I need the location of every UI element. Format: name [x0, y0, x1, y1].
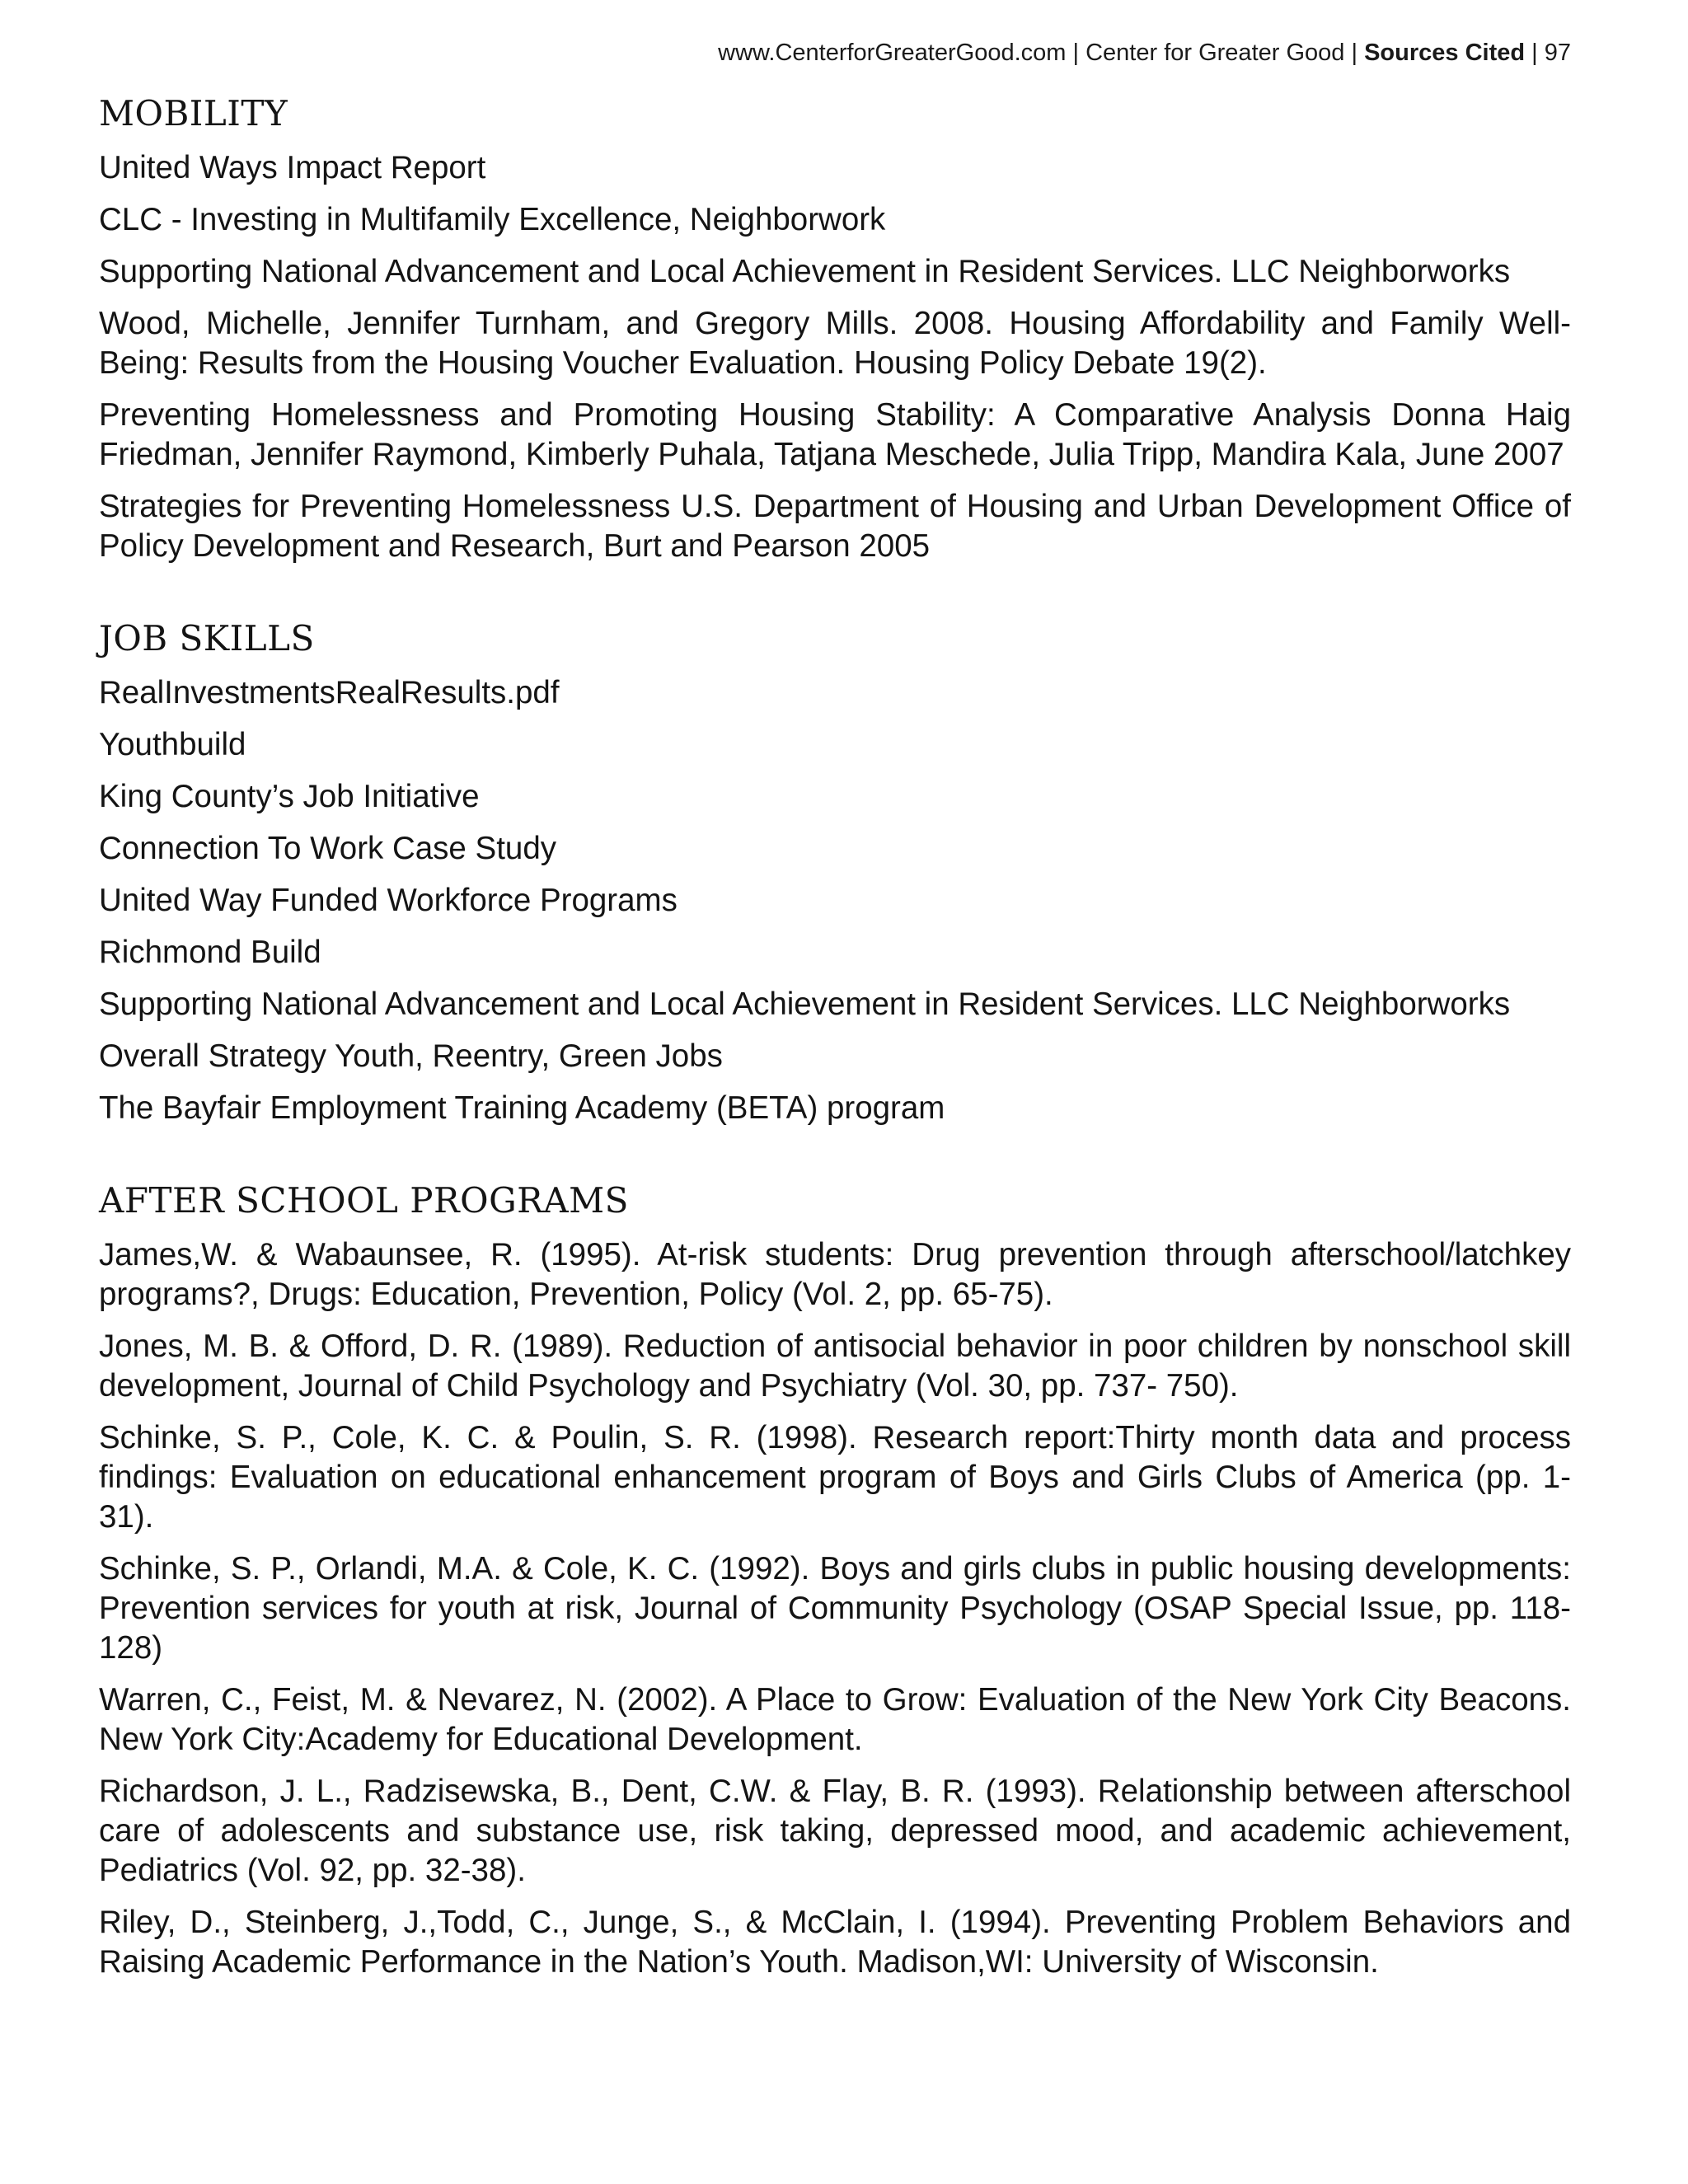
citation-entry: Richardson, J. L., Radzisewska, B., Dent, C.W. & Flay, B. R. (1993). Relationship between afterschool care of adolescents and substance use, risk taking, depressed mood, and academic achievement, Pediatrics (Vol. 92, pp. 32-38). [99, 1774, 1571, 1888]
section-job-skills [99, 611, 1571, 1128]
citation-entry: CLC - Investing in Multifamily Excellence, Neighborwork [99, 202, 886, 237]
header-site: www.CenterforGreaterGood.com [718, 40, 1067, 66]
citation-entry: Supporting National Advancement and Local Achievement in Resident Services. LLC Neighborworks [99, 254, 1511, 289]
citation-entry: Richmond Build [99, 935, 321, 970]
citation-entry: Preventing Homelessness and Promoting Housing Stability: A Comparative Analysis Donna Haig Friedman, Jennifer Raymond, Kimberly Puhala, Tatjana Meschede, Julia Tripp, Mandira Kala, June 2007 [99, 397, 1571, 472]
citation-entry: King County’s Job Initiative [99, 779, 480, 814]
citation-entry: Jones, M. B. & Offord, D. R. (1989). Reduction of antisocial behavior in poor children by nonschool skill development, Journal of Child Psychology and Psychiatry (Vol. 30, pp. 737- 750). [99, 1329, 1571, 1404]
header-separator: | [1344, 40, 1365, 66]
page-header [718, 38, 1571, 68]
citation-entry: Youthbuild [99, 727, 246, 762]
citation-entry: United Ways Impact Report [99, 150, 486, 185]
citation-entry: Riley, D., Steinberg, J.,Todd, C., Junge, S., & McClain, I. (1994). Preventing Problem Behaviors and Raising Academic Performance in the Nation’s Youth. Madison,WI: University of Wisconsin. [99, 1905, 1571, 1980]
citation-list [99, 1235, 1571, 1982]
citation-list [99, 673, 1571, 1128]
citation-entry: Schinke, S. P., Orlandi, M.A. & Cole, K. C. (1992). Boys and girls clubs in public housing developments: Prevention services for youth at risk, Journal of Community Psychology (OSAP Special Issue, pp. 118-128) [99, 1551, 1571, 1666]
citation-entry: Supporting National Advancement and Local Achievement in Resident Services. LLC Neighborworks [99, 987, 1511, 1022]
sources-content [99, 86, 1571, 1994]
header-org: Center for Greater Good [1085, 40, 1345, 66]
citation-list [99, 148, 1571, 566]
header-separator: | [1066, 40, 1086, 66]
section-heading: MOBILITY [99, 93, 288, 134]
citation-entry: Strategies for Preventing Homelessness U.S. Department of Housing and Urban Development Office of Policy Development and Research, Burt and Pearson 2005 [99, 489, 1571, 564]
citation-entry: The Bayfair Employment Training Academy (BETA) program [99, 1090, 945, 1126]
citation-entry: Warren, C., Feist, M. & Nevarez, N. (2002). A Place to Grow: Evaluation of the New York City Beacons. New York City:Academy for Educational Development. [99, 1682, 1571, 1757]
header-section-title: Sources Cited [1364, 40, 1526, 66]
citation-entry: Connection To Work Case Study [99, 831, 556, 866]
citation-entry: Overall Strategy Youth, Reentry, Green Jobs [99, 1038, 723, 1074]
citation-entry: Schinke, S. P., Cole, K. C. & Poulin, S. R. (1998). Research report:Thirty month data and process findings: Evaluation on educational enhancement program of Boys and Girls Clubs of America (pp. 1-31). [99, 1420, 1571, 1535]
page-number: 97 [1544, 40, 1571, 66]
citation-entry: United Way Funded Workforce Programs [99, 883, 678, 918]
section-after-school-programs [99, 1173, 1571, 1982]
citation-entry: RealInvestmentsRealResults.pdf [99, 675, 560, 710]
section-mobility [99, 86, 1571, 566]
citation-entry: Wood, Michelle, Jennifer Turnham, and Gregory Mills. 2008. Housing Affordability and Family Well-Being: Results from the Housing Voucher Evaluation. Housing Policy Debate 19(2). [99, 306, 1571, 381]
header-separator: | [1525, 40, 1545, 66]
section-heading: AFTER SCHOOL PROGRAMS [99, 1180, 629, 1221]
citation-entry: James,W. & Wabaunsee, R. (1995). At-risk students: Drug prevention through afterschool/latchkey programs?, Drugs: Education, Prevention, Policy (Vol. 2, pp. 65-75). [99, 1237, 1571, 1312]
section-heading: JOB SKILLS [99, 618, 315, 658]
